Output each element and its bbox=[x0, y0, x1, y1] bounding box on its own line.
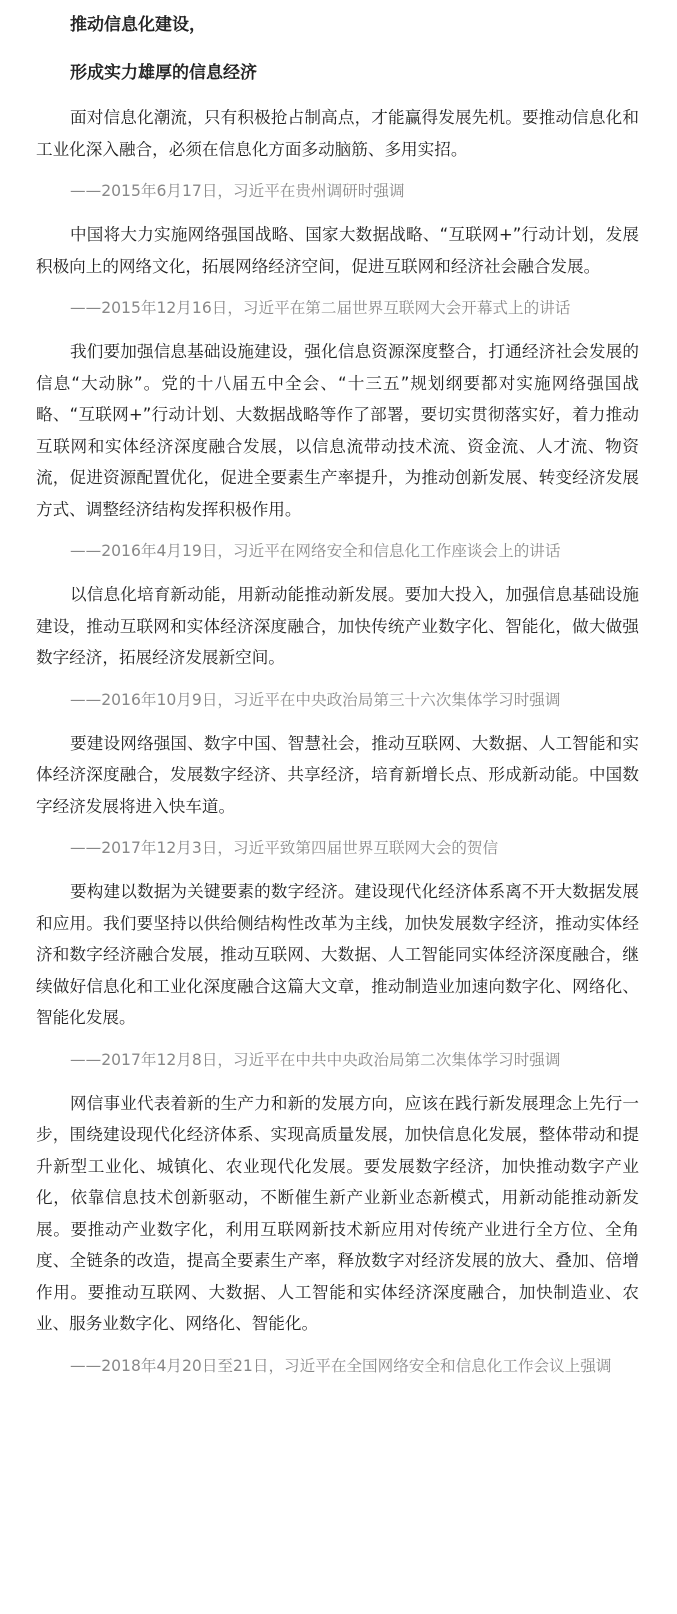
quote-paragraph-7: 网信事业代表着新的生产力和新的发展方向，应该在践行新发展理念上先行一步，围绕建设现代化经济体系、实现高质量发展，加快信息化发展，整体带动和提升新型工业化、城镇化、农业现代化发展。要发展数字经济，加快推动数字产业化，依靠信息技术创新驱动，不断催生新产业新业态新模式，用新动能推动新发展。要推动产业数字化，利用互联网新技术新应用对传统产业进行全方位、全角度、全链条的改造，提高全要素生产率，释放数字对经济发展的放大、叠加、倍增作用。要推动互联网、大数据、人工智能和实体经济深度融合，加快制造业、农业、服务业数字化、网络化、智能化。 bbox=[36, 1093, 639, 1333]
quote-paragraph-5: 要建设网络强国、数字中国、智慧社会，推动互联网、大数据、人工智能和实体经济深度融合，发展数字经济、共享经济，培育新增长点、形成新动能。中国数字经济发展将进入快车道。 bbox=[36, 733, 639, 816]
quote-source-4: ——2016年10月9日，习近平在中央政治局第三十六次集体学习时强调 bbox=[70, 690, 561, 709]
article-heading-line1: 推动信息化建设， bbox=[70, 15, 206, 35]
quote-paragraph-3: 我们要加强信息基础设施建设，强化信息资源深度整合，打通经济社会发展的信息“大动脉”。党的十八届五中全会、“十三五”规划纲要都对实施网络强国战略、“互联网+”行动计划、大数据战略等作了部署，要切实贯彻落实好，着力推动互联网和实体经济深度融合发展，以信息流带动技术流、资金流、人才流、物资流，促进资源配置优化，促进全要素生产率提升，为推动创新发展、转变经济发展方式、调整经济结构发挥积极作用。 bbox=[36, 342, 639, 519]
quote-source-6: ——2017年12月8日，习近平在中共中央政治局第二次集体学习时强调 bbox=[70, 1050, 561, 1069]
quote-source-5: ——2017年12月3日，习近平致第四届世界互联网大会的贺信 bbox=[70, 839, 499, 857]
quote-source-7: ——2018年4月20日至21日，习近平在全国网络安全和信息化工作会议上强调 bbox=[70, 1356, 612, 1375]
quote-paragraph-6: 要构建以数据为关键要素的数字经济。建设现代化经济体系离不开大数据发展和应用。我们要坚持以供给侧结构性改革为主线，加快发展数字经济，推动实体经济和数字经济融合发展，推动互联网、大数据、人工智能同实体经济深度融合，继续做好信息化和工业化深度融合这篇大文章，推动制造业加速向数字化、网络化、智能化发展。 bbox=[36, 882, 639, 1027]
quote-paragraph-1: 面对信息化潮流，只有积极抢占制高点，才能赢得发展先机。要推动信息化和工业化深入融合，必须在信息化方面多动脑筋、多用实招。 bbox=[36, 108, 639, 159]
quote-source-3: ——2016年4月19日，习近平在网络安全和信息化工作座谈会上的讲话 bbox=[70, 542, 561, 560]
article-heading-line2: 形成实力雄厚的信息经济 bbox=[70, 63, 257, 83]
quote-source-2: ——2015年12月16日，习近平在第二届世界互联网大会开幕式上的讲话 bbox=[70, 299, 571, 317]
quote-source-1: ——2015年6月17日，习近平在贵州调研时强调 bbox=[70, 182, 405, 200]
quote-paragraph-2: 中国将大力实施网络强国战略、国家大数据战略、“互联网+”行动计划，发展积极向上的网络文化，拓展网络经济空间，促进互联网和经济社会融合发展。 bbox=[36, 225, 639, 276]
quote-paragraph-4: 以信息化培育新动能，用新动能推动新发展。要加大投入，加强信息基础设施建设，推动互联网和实体经济深度融合，加快传统产业数字化、智能化，做大做强数字经济，拓展经济发展新空间。 bbox=[36, 585, 639, 667]
